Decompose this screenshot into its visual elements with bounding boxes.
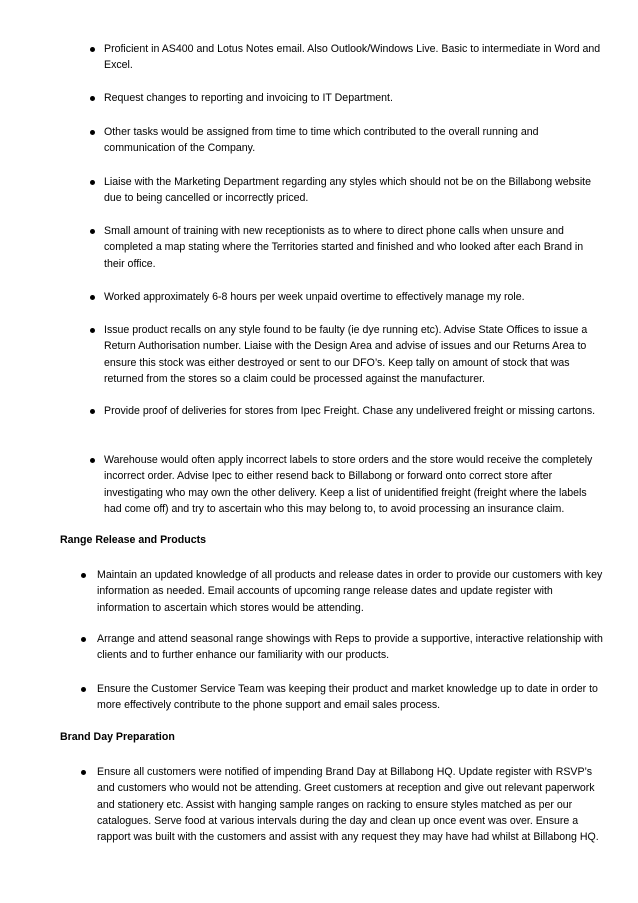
bullet-icon (90, 409, 95, 414)
bullet-text: Small amount of training with new receptionists as to where to direct phone calls when unsure and completed a map stating where the Territories started and finished and who looked after each Brand in their office. (104, 225, 584, 270)
list-item (104, 403, 606, 419)
list-item (97, 764, 607, 845)
section-heading: Brand Day Preparation (60, 731, 175, 743)
list-item (104, 174, 606, 207)
bullet-text: Ensure all customers were notified of impending Brand Day at Billabong HQ. Update register with RSVP’s and customers who would not be attending. Greet customers at reception and give out relevant paperwork and stationery etc. Assist with hanging sample ranges on racking to ensure styles matched as per our catalogues. Serve food at various intervals during the day and clean up once event was over. Ensure a rapport was built with the customers and assist with any request they may have had whilst at Billabong HQ. (97, 766, 599, 844)
bullet-icon (81, 573, 86, 578)
bullet-text: Ensure the Customer Service Team was keeping their product and market knowledge up to date in order to more effectively contribute to the phone support and email sales process. (97, 683, 598, 712)
bullet-icon (81, 770, 86, 775)
bullet-icon (90, 295, 95, 300)
bullet-text: Liaise with the Marketing Department regarding any styles which should not be on the Billabong website due to being cancelled or incorrectly priced. (104, 176, 592, 205)
list-item (97, 631, 605, 664)
bullet-text: Arrange and attend seasonal range showings with Reps to provide a supportive, interactive relationship with clients and to further enhance our familiarity with our products. (97, 633, 603, 662)
list-item (104, 41, 606, 74)
list-item (97, 567, 605, 616)
bullet-text: Warehouse would often apply incorrect labels to store orders and the store would receive the completely incorrect order. Advise Ipec to either resend back to Billabong or forward onto correct store after investigating who may own the other delivery. Keep a list of unidentified freight (freight where the labels had come off) and try to ascertain who this may belong to, to avoid processing an insurance claim. (104, 454, 593, 515)
bullet-text: Other tasks would be assigned from time to time which contributed to the overall running and communication of the Company. (104, 126, 539, 155)
bullet-icon (90, 180, 95, 185)
bullet-icon (90, 229, 95, 234)
bullet-icon (90, 458, 95, 463)
bullet-text: Issue product recalls on any style found to be faulty (ie dye running etc). Advise State Offices to issue a Return Authorisation number. Liaise with the Design Area and advise of issues and our Returns Area to ensure this stock was either destroyed or sent to our DFO’s. Keep tally on amount of stock that was returned from the stores so a claim could be processed against the manufacturer. (104, 324, 588, 385)
bullet-text: Request changes to reporting and invoicing to IT Department. (104, 92, 393, 104)
bullet-text: Maintain an updated knowledge of all products and release dates in order to provide our customers with key information as needed. Email accounts of upcoming range release dates and update register with information to ascertain which stores would be attending. (97, 569, 603, 614)
list-item (104, 124, 606, 157)
bullet-icon (81, 687, 86, 692)
list-item (97, 681, 605, 714)
list-item (104, 90, 606, 106)
list-item (104, 452, 606, 517)
bullet-text: Worked approximately 6-8 hours per week unpaid overtime to effectively manage my role. (104, 291, 525, 303)
bullet-icon (90, 328, 95, 333)
list-item (104, 289, 606, 305)
bullet-icon (81, 637, 86, 642)
section-heading: Range Release and Products (60, 534, 207, 546)
bullet-icon (90, 130, 95, 135)
list-item (104, 223, 606, 272)
list-item (104, 322, 606, 387)
bullet-text: Provide proof of deliveries for stores from Ipec Freight. Chase any undelivered freight or missing cartons. (104, 405, 596, 417)
bullet-icon (90, 96, 95, 101)
bullet-text: Proficient in AS400 and Lotus Notes email. Also Outlook/Windows Live. Basic to intermediate in Word and Excel. (104, 43, 601, 72)
bullet-icon (90, 47, 95, 52)
